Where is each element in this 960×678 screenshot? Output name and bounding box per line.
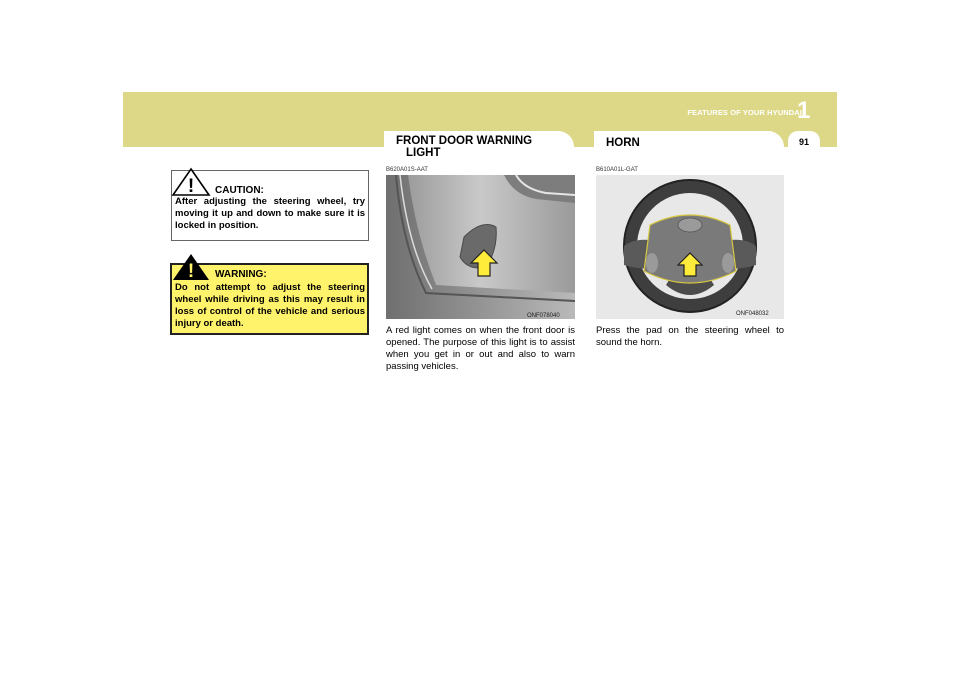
warning-heading: WARNING: <box>215 269 267 280</box>
page-number: 91 <box>798 137 809 147</box>
front-door-title: FRONT DOOR WARNING LIGHT <box>396 135 533 159</box>
exclamation-triangle-icon <box>171 252 211 282</box>
svg-text:!: ! <box>187 176 195 197</box>
warning-text: Do not attempt to adjust the steering wheel while driving as this may result in loss of control of the vehicle and serious injury or death. <box>175 282 365 329</box>
horn-image-code: ONF048032 <box>736 311 769 317</box>
caution-heading: CAUTION: <box>215 185 264 196</box>
svg-text:!: ! <box>187 261 195 282</box>
exclamation-triangle-icon <box>171 167 211 197</box>
front-door-code: B620A01S-AAT <box>386 167 428 173</box>
horn-text: Press the pad on the steering wheel to sound the horn. <box>596 325 784 348</box>
horn-code: B610A01L-GAT <box>596 167 638 173</box>
front-door-text: A red light comes on when the front door is opened. The purpose of this light is to assist when you get in or out and also to warn passing vehicles. <box>386 325 575 372</box>
caution-text: After adjusting the steering wheel, try moving it up and down to make sure it is locked in position. <box>175 196 365 231</box>
horn-figure <box>596 175 784 319</box>
front-door-figure <box>386 175 575 319</box>
chapter-number: 1 <box>797 97 811 124</box>
horn-title: HORN <box>606 137 640 149</box>
front-door-image-code: ONF078040 <box>527 313 560 319</box>
chapter-title: FEATURES OF YOUR HYUNDAI <box>687 108 802 117</box>
